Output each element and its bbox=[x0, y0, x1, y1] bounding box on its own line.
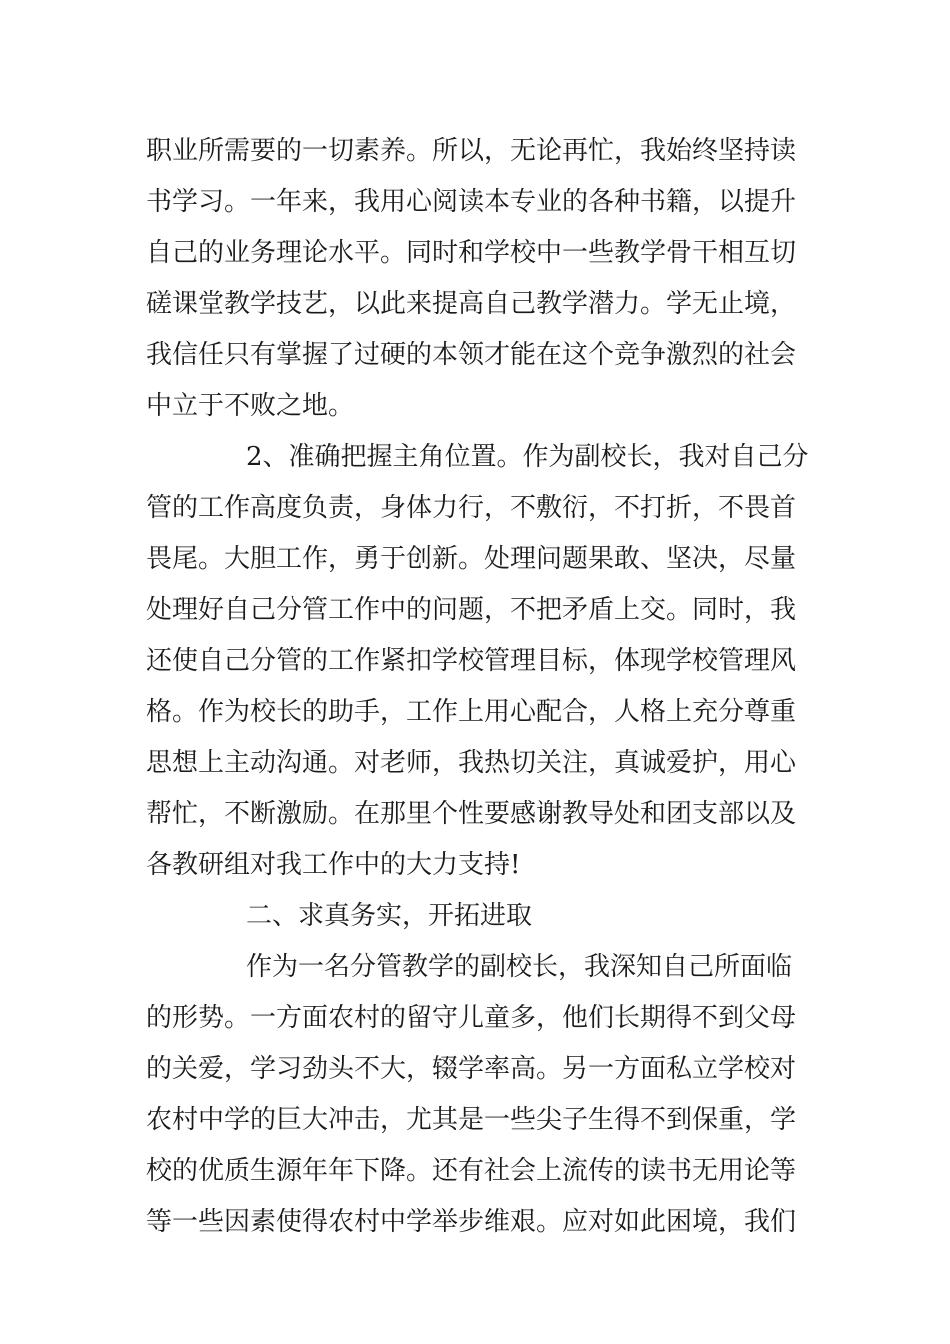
text-line: 自己的业务理论水平。同时和学校中一些教学骨干相互切 bbox=[146, 238, 797, 268]
text-line: 格。作为校长的助手，工作上用心配合，人格上充分尊重 bbox=[146, 697, 797, 727]
text-line: 农村中学的巨大冲击，尤其是一些尖子生得不到保重，学 bbox=[146, 1105, 797, 1135]
text-line: 职业所需要的一切素养。所以，无论再忙，我始终坚持读 bbox=[146, 136, 797, 166]
text-line: 校的优质生源年年下降。还有社会上流传的读书无用论等 bbox=[146, 1156, 797, 1186]
paragraph-first-line: 二、求真务实，开拓进取 bbox=[246, 901, 533, 931]
text-line: 管的工作高度负责，身体力行，不敷衍，不打折，不畏首 bbox=[146, 493, 797, 523]
text-line: 畏尾。大胆工作，勇于创新。处理问题果敢、坚决，尽量 bbox=[146, 544, 797, 574]
text-line: 磋课堂教学技艺，以此来提高自己教学潜力。学无止境， bbox=[146, 289, 797, 319]
text-line: 帮忙，不断激励。在那里个性要感谢教导处和团支部以及 bbox=[146, 799, 797, 829]
text-line: 的形势。一方面农村的留守儿童多，他们长期得不到父母 bbox=[146, 1003, 797, 1033]
text-line: 思想上主动沟通。对老师，我热切关注，真诚爱护，用心 bbox=[146, 748, 797, 778]
text-line: 等一些因素使得农村中学举步维艰。应对如此困境，我们 bbox=[146, 1207, 797, 1237]
text-line: 我信任只有掌握了过硬的本领才能在这个竞争激烈的社会 bbox=[146, 340, 797, 370]
paragraph-first-line: 2、准确把握主角位置。作为副校长，我对自己分 bbox=[246, 442, 809, 472]
text-line: 处理好自己分管工作中的问题，不把矛盾上交。同时，我 bbox=[146, 595, 797, 625]
text-line: 的关爱，学习劲头不大，辍学率高。另一方面私立学校对 bbox=[146, 1054, 797, 1084]
paragraph-first-line: 作为一名分管教学的副校长，我深知自己所面临 bbox=[246, 952, 793, 982]
text-line: 书学习。一年来，我用心阅读本专业的各种书籍，以提升 bbox=[146, 187, 797, 217]
document-body bbox=[146, 126, 810, 1248]
text-line: 各教研组对我工作中的大力支持! bbox=[146, 850, 521, 880]
text-line: 中立于不败之地。 bbox=[146, 391, 355, 421]
text-line: 还使自己分管的工作紧扣学校管理目标，体现学校管理风 bbox=[146, 646, 797, 676]
